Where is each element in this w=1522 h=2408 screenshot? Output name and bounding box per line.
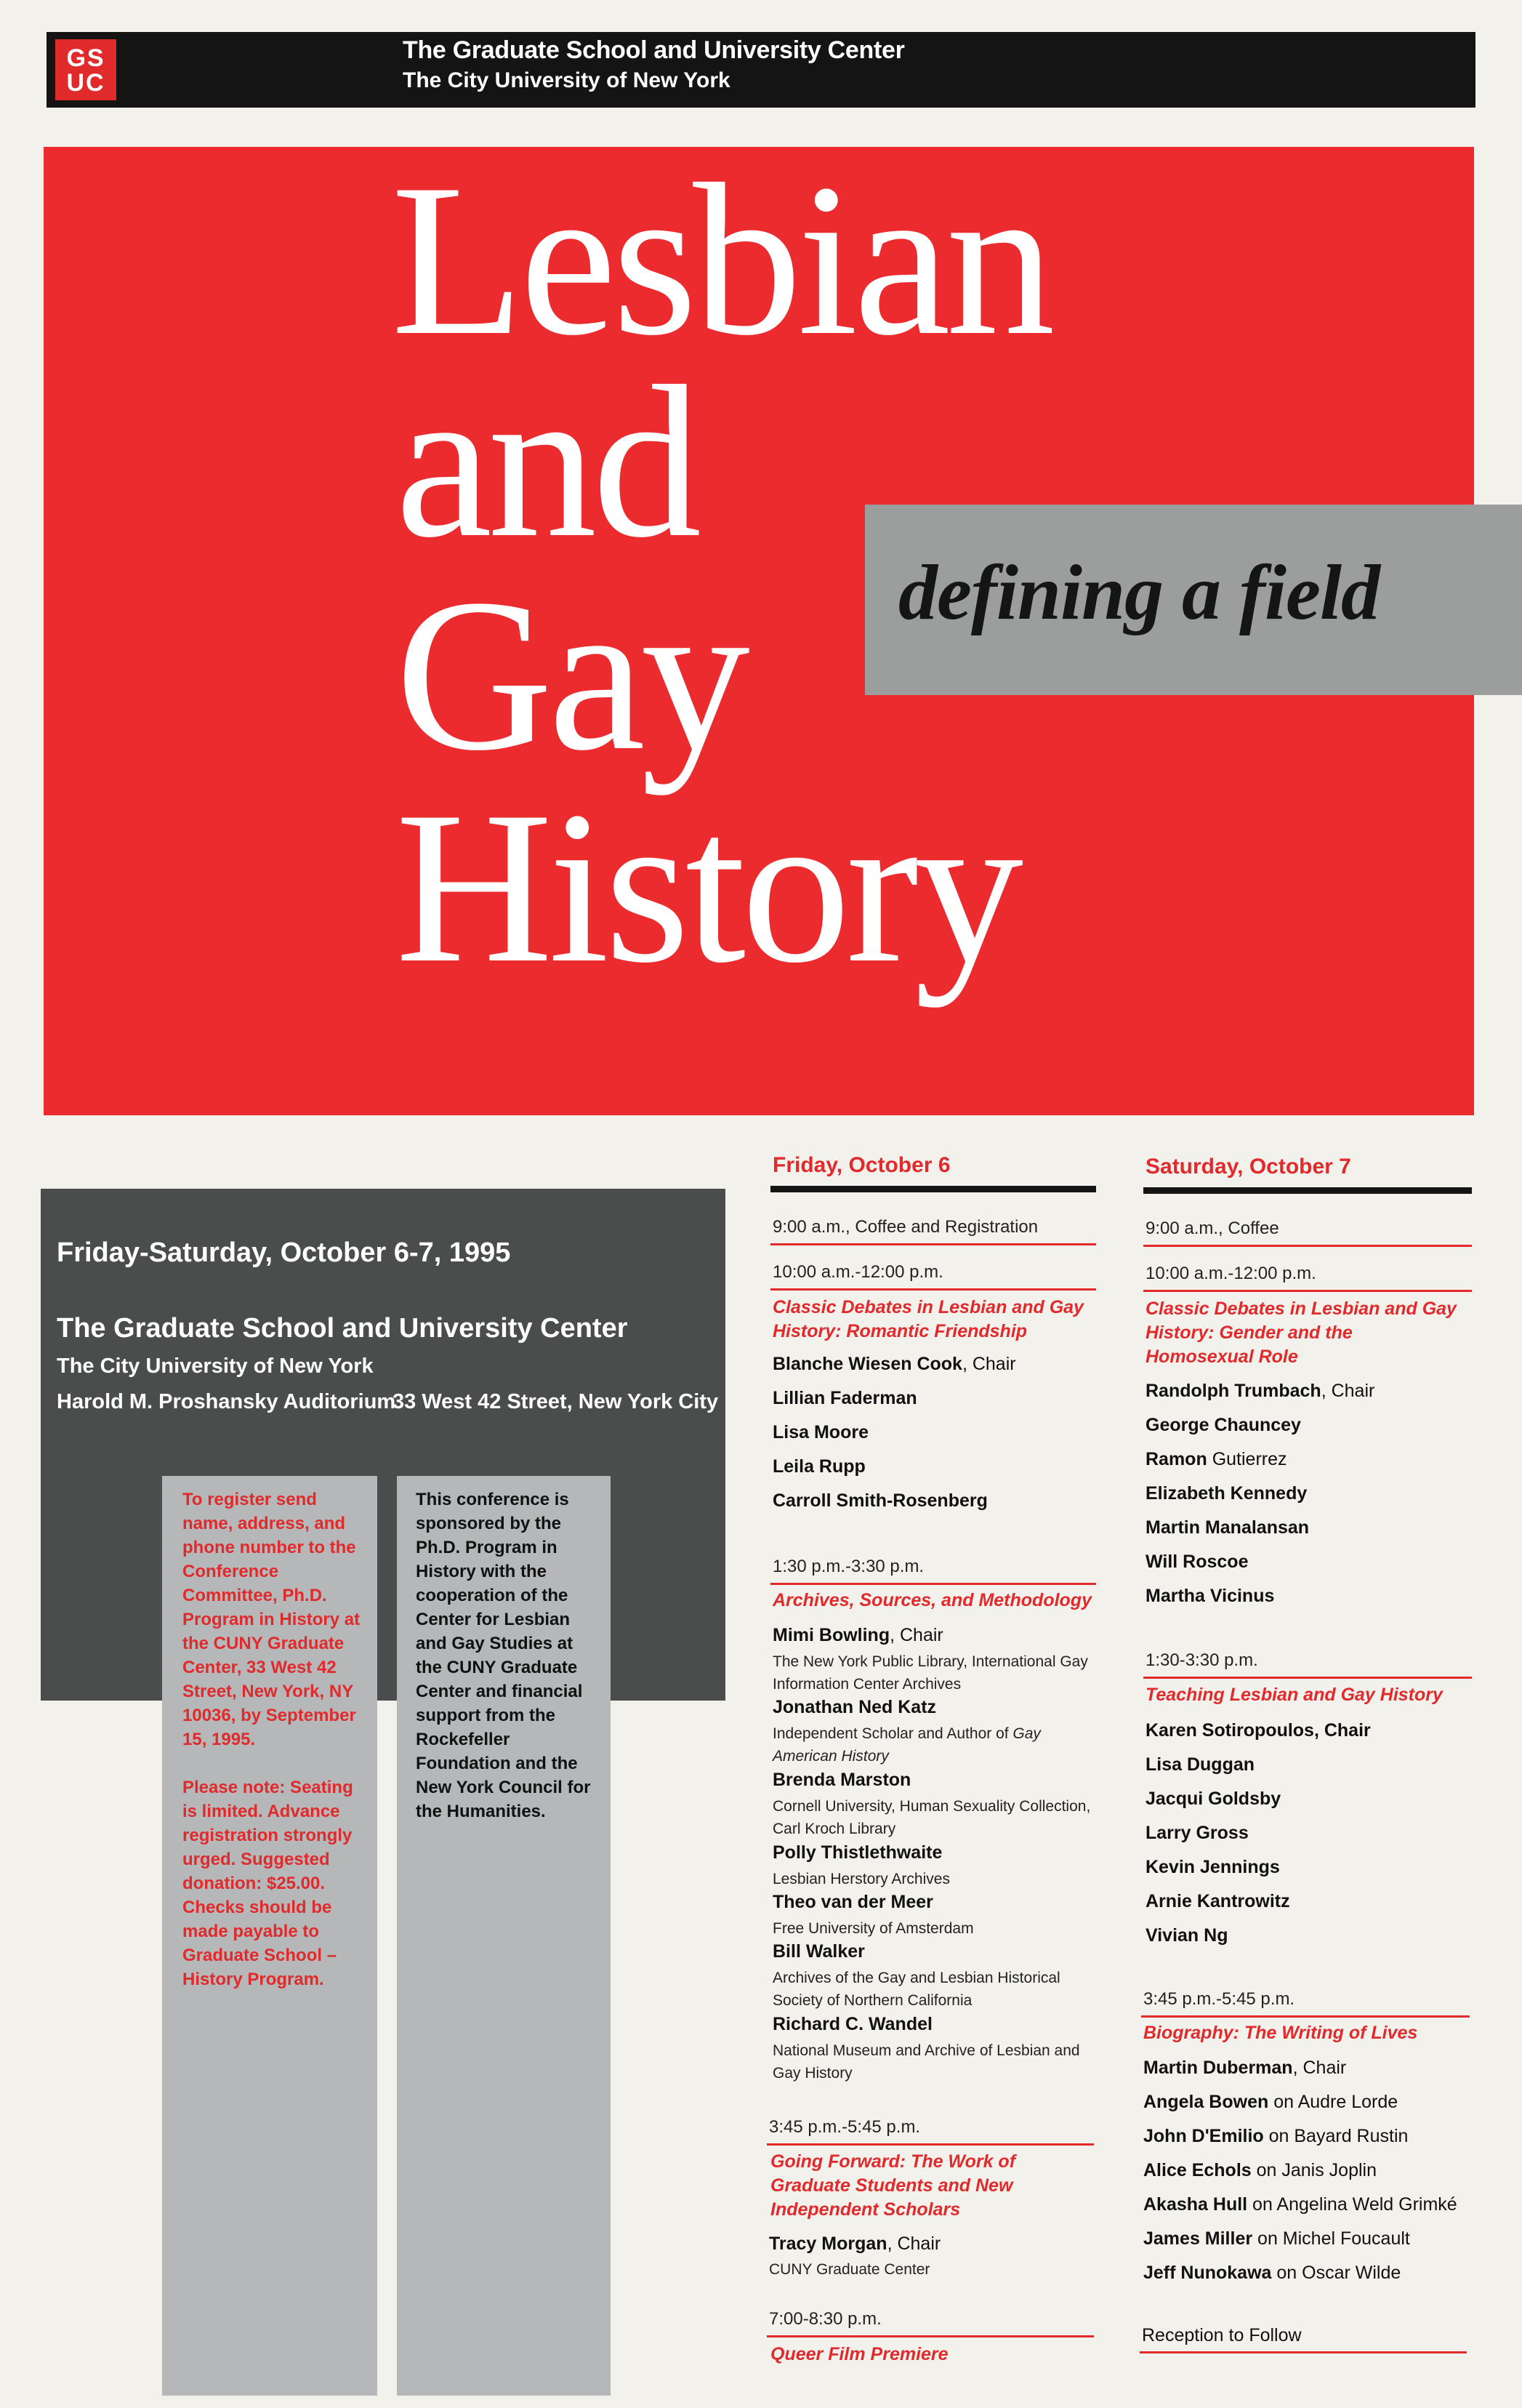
header-bar: [47, 32, 1475, 108]
registration-note: Please note: Seating is limited. Advance registration strongly urged. Suggested donation: $25.00. Checks should be made payable to Graduate School – History Program.: [182, 1778, 353, 1989]
saturday-s2-panelist: Larry Gross: [1145, 1823, 1249, 1843]
saturday-s2-chair: Karen Sotiropoulos, Chair: [1145, 1720, 1371, 1741]
title-and: and: [395, 341, 698, 582]
friday-s1-panelist: Lillian Faderman: [773, 1388, 917, 1408]
saturday-s3-title: Biography: The Writing of Lives: [1143, 2023, 1418, 2043]
saturday-s3-panelist: [1143, 2228, 1410, 2250]
person-name: Alice Echols: [1143, 2160, 1252, 2180]
divider: [767, 2335, 1094, 2337]
affiliation: Cornell University, Human Sexuality Collection, Carl Kroch Library: [773, 1798, 1091, 1837]
person-name: Randolph Trumbach: [1145, 1381, 1321, 1401]
friday-s3-time: 3:45 p.m.-5:45 p.m.: [769, 2117, 921, 2137]
friday-s2-panelist: Theo van der Meer: [773, 1892, 933, 1912]
saturday-s1-panelist: George Chauncey: [1145, 1415, 1301, 1435]
chair-role: , Chair: [890, 1625, 943, 1645]
info-block: [41, 1189, 725, 1701]
book-title: Gay American History: [773, 1725, 1041, 1765]
sponsor-text: This conference is sponsored by the Ph.D. Program in History with the cooperation of the Center for Lesbian and Gay Studies at the CUNY Graduate Center and financial support from the Rockefeller Foundation and the New York Council for the Humanities.: [416, 1490, 591, 1821]
saturday-s1-title: Classic Debates in Lesbian and Gay History: Gender and the Homosexual Role: [1145, 1299, 1457, 1367]
title-lesbian: Lesbian: [391, 139, 1051, 380]
registration-column: [162, 1476, 377, 2396]
person-name: Mimi Bowling: [773, 1625, 890, 1645]
saturday-s2-time: 1:30-3:30 p.m.: [1145, 1650, 1258, 1670]
saturday-s3-panelist: [1143, 2194, 1457, 2215]
saturday-s3-panelist: [1143, 2092, 1398, 2113]
subject: on Bayard Rustin: [1263, 2126, 1409, 2146]
tagline: defining a field: [898, 550, 1380, 636]
person-name: John D'Emilio: [1143, 2126, 1264, 2146]
saturday-s1-panelist: Elizabeth Kennedy: [1145, 1483, 1308, 1504]
friday-s2-panelist: Richard C. Wandel: [773, 2014, 933, 2034]
saturday-s3-panelist: [1143, 2160, 1377, 2181]
divider: [770, 1288, 1096, 1291]
person-name: Akasha Hull: [1143, 2194, 1248, 2215]
divider: [770, 1243, 1096, 1245]
saturday-s2-panelist: Kevin Jennings: [1145, 1857, 1280, 1877]
title-gay: Gay: [395, 554, 746, 795]
friday-s1-panelist: Leila Rupp: [773, 1456, 866, 1477]
person-last-name: Gutierrez: [1212, 1449, 1287, 1469]
sponsor-column: [397, 1476, 611, 2396]
saturday-s1-time: 10:00 a.m.-12:00 p.m.: [1145, 1264, 1316, 1283]
friday-s2-panelist: Bill Walker: [773, 1941, 865, 1962]
saturday-s2-panelist: Jacqui Goldsby: [1145, 1789, 1281, 1809]
registration-text: To register send name, address, and phone number to the Conference Committee, Ph.D. Program in History at the CUNY Graduate Center, 33 West 42 Street, New York, NY 10036, by September 15, 1995.: [182, 1490, 361, 1749]
friday-s2-chair: [773, 1625, 943, 1646]
chair-role: , Chair: [962, 1354, 1016, 1374]
divider: [1143, 1245, 1472, 1247]
affiliation: [773, 1722, 1092, 1767]
conference-dates: Friday-Saturday, October 6-7, 1995: [57, 1237, 511, 1268]
affiliation: Lesbian Herstory Archives: [773, 1871, 950, 1887]
friday-s2-panelist: Polly Thistlethwaite: [773, 1842, 943, 1863]
header-school: The Graduate School and University Center: [403, 36, 905, 64]
person-name: Blanche Wiesen Cook: [773, 1354, 962, 1374]
person-name: Tracy Morgan: [769, 2234, 887, 2254]
saturday-s1-panelist: Martin Manalansan: [1145, 1517, 1310, 1538]
divider: [770, 1583, 1096, 1585]
friday-s4-title: Queer Film Premiere: [770, 2344, 949, 2364]
subject: on Angelina Weld Grimké: [1247, 2194, 1457, 2215]
header-university: The City University of New York: [403, 68, 730, 92]
saturday-s3-chair: [1143, 2058, 1346, 2079]
saturday-reception: Reception to Follow: [1142, 2325, 1302, 2345]
friday-s1-chair: [773, 1354, 1016, 1375]
friday-rule: [770, 1186, 1096, 1192]
person-name: Martin Duberman: [1143, 2058, 1293, 2078]
saturday-coffee: 9:00 a.m., Coffee: [1145, 1219, 1279, 1238]
divider: [1141, 2015, 1470, 2018]
saturday-s2-panelist: Arnie Kantrowitz: [1145, 1891, 1290, 1911]
saturday-s3-panelist: [1143, 2263, 1401, 2284]
venue-auditorium: Harold M. Proshansky Auditorium: [57, 1390, 396, 1413]
friday-day-heading: Friday, October 6: [773, 1153, 951, 1177]
friday-s1-panelist: Carroll Smith-Rosenberg: [773, 1490, 988, 1511]
saturday-s2-panelist: Vivian Ng: [1145, 1925, 1228, 1946]
friday-s3-chair: [769, 2234, 941, 2255]
chair-role: , Chair: [887, 2234, 941, 2254]
divider: [1140, 2351, 1467, 2353]
friday-s2-title: Archives, Sources, and Methodology: [773, 1590, 1092, 1610]
person-name: James Miller: [1143, 2228, 1253, 2249]
person-first-name: Ramon: [1145, 1449, 1212, 1469]
title-history: History: [395, 766, 1019, 1008]
venue-address: 33 West 42 Street, New York City: [392, 1390, 719, 1413]
friday-s1-title: Classic Debates in Lesbian and Gay History: Romantic Friendship: [773, 1297, 1084, 1341]
divider: [767, 2143, 1094, 2146]
venue-university: The City University of New York: [57, 1354, 374, 1378]
divider: [1143, 1290, 1472, 1292]
saturday-rule: [1143, 1187, 1472, 1194]
saturday-day-heading: Saturday, October 7: [1145, 1155, 1351, 1179]
subject: on Michel Foucault: [1252, 2228, 1410, 2249]
affiliation: CUNY Graduate Center: [769, 2261, 930, 2278]
venue-school: The Graduate School and University Center: [57, 1313, 628, 1344]
divider: [1143, 1677, 1472, 1679]
friday-s2-time: 1:30 p.m.-3:30 p.m.: [773, 1557, 925, 1576]
saturday-s1-panelist: Will Roscoe: [1145, 1552, 1249, 1572]
friday-coffee: 9:00 a.m., Coffee and Registration: [773, 1217, 1039, 1237]
affiliation: The New York Public Library, International Gay Information Center Archives: [773, 1653, 1088, 1693]
friday-s1-panelist: Lisa Moore: [773, 1422, 869, 1442]
tagline-box: [865, 505, 1522, 695]
chair-role: , Chair: [1321, 1381, 1375, 1401]
saturday-s1-chair: [1145, 1381, 1374, 1402]
friday-s2-panelist: Brenda Marston: [773, 1770, 911, 1790]
friday-s4-time: 7:00-8:30 p.m.: [769, 2309, 882, 2329]
friday-s1-time: 10:00 a.m.-12:00 p.m.: [773, 1262, 943, 1282]
affiliation: Free University of Amsterdam: [773, 1920, 974, 1937]
chair-role: , Chair: [1292, 2058, 1347, 2078]
saturday-s1-panelist: [1145, 1449, 1287, 1470]
affiliation-text: Independent Scholar and Author of: [773, 1725, 1013, 1742]
logo-text-bottom: UC: [66, 69, 105, 97]
saturday-s2-panelist: Lisa Duggan: [1145, 1754, 1255, 1775]
saturday-s3-panelist: [1143, 2126, 1408, 2147]
logo-text-top: GS: [66, 44, 105, 72]
saturday-s2-title: Teaching Lesbian and Gay History: [1145, 1685, 1443, 1705]
affiliation: National Museum and Archive of Lesbian and Gay History: [773, 2042, 1080, 2082]
saturday-s3-time: 3:45 p.m.-5:45 p.m.: [1143, 1989, 1295, 2009]
friday-s2-panelist: Jonathan Ned Katz: [773, 1697, 937, 1717]
saturday-s1-panelist: Martha Vicinus: [1145, 1586, 1275, 1606]
gsuc-logo: [55, 39, 116, 100]
affiliation: Archives of the Gay and Lesbian Historical Society of Northern California: [773, 1970, 1060, 2009]
friday-s3-title: Going Forward: The Work of Graduate Students and New Independent Scholars: [770, 2151, 1016, 2220]
person-name: Angela Bowen: [1143, 2092, 1269, 2112]
person-name: Jeff Nunokawa: [1143, 2263, 1272, 2283]
subject: on Oscar Wilde: [1271, 2263, 1401, 2283]
subject: on Audre Lorde: [1268, 2092, 1398, 2112]
subject: on Janis Joplin: [1251, 2160, 1377, 2180]
